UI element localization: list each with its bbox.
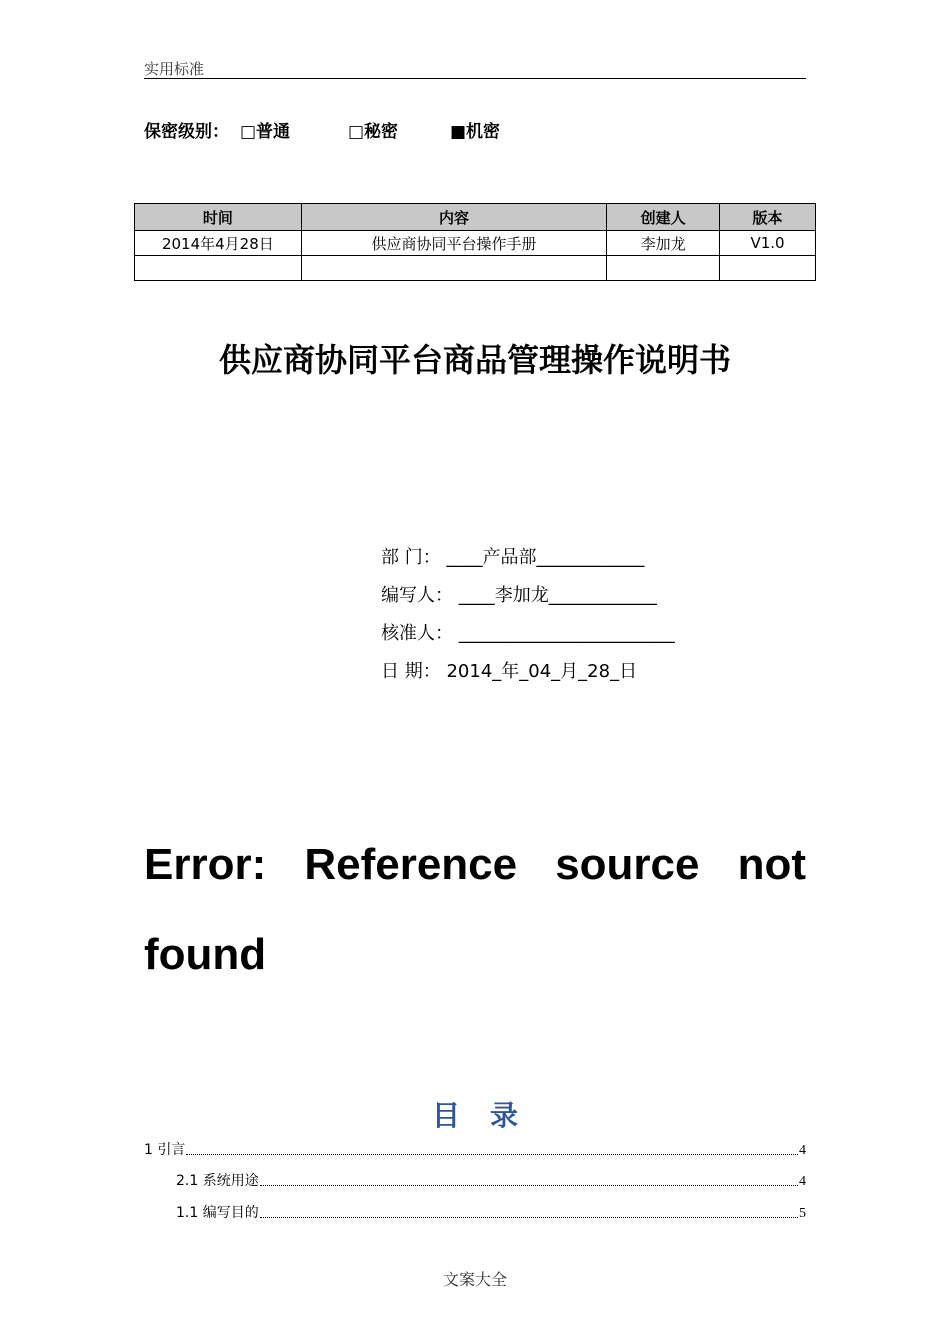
header-time: 时间 (135, 204, 302, 231)
table-cell: 供应商协同平台操作手册 (301, 231, 606, 256)
secrecy-option-secret: □秘密 (348, 122, 399, 142)
toc-leader-dots (260, 1185, 798, 1186)
table-row (135, 256, 816, 281)
table-cell (135, 256, 302, 281)
toc-entry-label: 2.1 系统用途 (176, 1173, 259, 1189)
approver-value: ________________________ (458, 623, 675, 644)
info-department (381, 543, 644, 569)
table-row (135, 231, 816, 256)
table-cell: 2014年4月28日 (135, 231, 302, 256)
error-word: Error: (144, 840, 267, 889)
info-approver (381, 619, 675, 645)
secrecy-option-confidential: ■机密 (450, 122, 501, 142)
toc-entry[interactable] (144, 1139, 806, 1159)
table-cell: 李加龙 (607, 231, 720, 256)
toc-entry-page: 4 (799, 1143, 806, 1158)
info-author (381, 581, 657, 607)
secrecy-option-normal: □普通 (240, 122, 291, 142)
error-word: not (737, 840, 806, 889)
version-table (134, 203, 816, 281)
error-line-2: found (144, 930, 267, 979)
toc-entry-page: 4 (799, 1174, 806, 1189)
toc-entry[interactable] (176, 1202, 806, 1222)
error-line-1 (144, 820, 806, 910)
table-cell (607, 256, 720, 281)
dept-label: 部 门： (381, 547, 441, 568)
table-header-row (135, 204, 816, 231)
author-label: 编写人： (381, 585, 453, 606)
info-date (381, 657, 637, 683)
header-creator: 创建人 (607, 204, 720, 231)
toc-leader-dots (260, 1217, 798, 1218)
toc-entry-label: 1.1 编写目的 (176, 1205, 259, 1221)
table-cell (301, 256, 606, 281)
error-word: source (555, 840, 700, 889)
toc-leader-dots (186, 1154, 798, 1155)
error-message (144, 820, 806, 1000)
table-cell (720, 256, 816, 281)
error-word: Reference (304, 840, 518, 889)
header-content: 内容 (301, 204, 606, 231)
toc-entry[interactable] (176, 1170, 806, 1190)
secrecy-label: 保密级别： (144, 122, 229, 142)
toc-entry-page: 5 (799, 1206, 806, 1221)
dept-value: ____产品部____________ (446, 547, 645, 568)
document-title: 供应商协同平台商品管理操作说明书 (218, 341, 731, 379)
page-header: 实用标准 (144, 58, 806, 79)
toc-entry-label: 1 引言 (144, 1142, 186, 1158)
page-footer: 文案大全 (442, 1270, 507, 1289)
table-cell: V1.0 (720, 231, 816, 256)
date-label: 日 期： (381, 661, 441, 682)
header-version: 版本 (720, 204, 816, 231)
date-value: 2014_年_04_月_28_日 (446, 661, 638, 682)
approver-label: 核准人： (381, 623, 453, 644)
author-value: ____李加龙____________ (458, 585, 657, 606)
toc-title: 目录 (431, 1099, 548, 1132)
